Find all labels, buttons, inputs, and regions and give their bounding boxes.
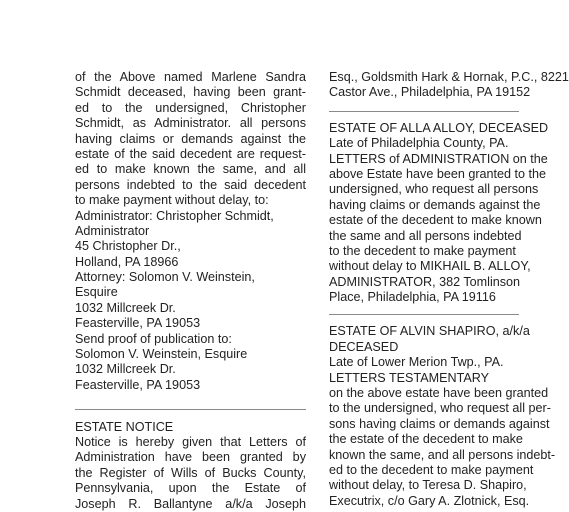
text-line: Administrator <box>75 223 150 238</box>
text-line: Feasterville, PA 19053 <box>75 377 201 392</box>
text-line: having claims or demands against the <box>329 197 541 212</box>
text-line: ed to the undersigned, Christopher <box>75 100 306 115</box>
notice-marlene-schmidt <box>75 70 306 393</box>
text-line: LETTERS TESTAMENTARY <box>329 370 490 385</box>
notice-heading: ESTATE NOTICE <box>75 419 174 434</box>
text-line: 1032 Millcreek Dr. <box>75 300 176 315</box>
notice-alvin-shapiro <box>329 324 556 509</box>
notice-alla-alloy <box>329 120 549 306</box>
text-line: ed to make known the same, and all <box>75 162 306 177</box>
text-line: DECEASED <box>329 339 399 354</box>
text-line: Castor Ave., Philadelphia, PA 19152 <box>329 85 531 100</box>
text-line: Late of Lower Merion Twp., PA. <box>329 355 504 370</box>
text-line: persons indebted to the said decedent <box>75 177 306 192</box>
text-line: known the same, and all persons indebt- <box>329 447 556 462</box>
text-line: Esq., Goldsmith Hark & Hornak, P.C., 8221 <box>329 70 569 84</box>
text-line: estate of the said decedent are request- <box>75 146 306 161</box>
text-line: of the Above named Marlene Sandra <box>75 70 306 84</box>
right-column <box>329 70 569 509</box>
text-line: sons having claims or demands against <box>329 416 550 431</box>
text-line: LETTERS of ADMINISTRATION on the <box>329 151 548 166</box>
text-line: Pennsylvania, upon the Estate of <box>75 481 306 496</box>
text-line: to the undersigned, who request all per- <box>329 401 551 416</box>
text-line: Holland, PA 18966 <box>75 254 179 269</box>
text-line: Administrator: Christopher Schmidt, <box>75 208 274 223</box>
text-line: 1032 Millcreek Dr. <box>75 362 176 377</box>
text-line: undersigned, who request all persons <box>329 182 539 197</box>
left-column <box>75 70 306 512</box>
text-line: estate of the decedent to make known <box>329 213 542 228</box>
text-line: having claims or demands against the <box>75 131 306 146</box>
text-line: Schmidt, as Administrator. all persons <box>75 116 306 131</box>
text-line: Place, Philadelphia, PA 19116 <box>329 290 496 305</box>
text-line: Send proof of publication to: <box>75 331 232 346</box>
text-line: Feasterville, PA 19053 <box>75 316 201 331</box>
text-line: the same and all persons indebted <box>329 228 522 243</box>
notice-continued <box>329 70 569 101</box>
text-line: without delay to MIKHAIL B. ALLOY, <box>329 259 531 274</box>
text-line: ESTATE OF ALLA ALLOY, DECEASED <box>329 120 549 135</box>
text-line: the Register of Wills of Bucks County, <box>75 465 306 480</box>
text-line: on the above estate have been granted <box>329 386 549 401</box>
text-line: 45 Christopher Dr., <box>75 239 181 254</box>
text-line: ADMINISTRATOR, 382 Tomlinson <box>329 274 521 289</box>
text-line: Solomon V. Weinstein, Esquire <box>75 347 248 362</box>
text-line: the estate of the decedent to make <box>329 432 523 447</box>
text-line: Late of Philadelphia County, PA. <box>329 136 509 151</box>
text-line: above Estate have been granted to the <box>329 166 547 181</box>
text-line: Notice is hereby given that Letters of <box>75 434 306 449</box>
text-line: Executrix, c/o Gary A. Zlotnick, Esq. <box>329 493 530 508</box>
text-line: ESTATE OF ALVIN SHAPIRO, a/k/a <box>329 324 530 339</box>
text-line: ed to the decedent to make payment <box>329 462 534 477</box>
text-line: to make payment without delay, to: <box>75 193 269 208</box>
text-line: Esquire <box>75 285 118 300</box>
text-line: Administration have been granted by <box>75 450 306 465</box>
text-line: Attorney: Solomon V. Weinstein, <box>75 270 255 285</box>
text-line: to the decedent to make payment <box>329 243 516 258</box>
notice-joseph-ballantyne <box>75 435 306 512</box>
text-line: Joseph R. Ballantyne a/k/a Joseph <box>75 496 306 511</box>
text-line: without delay, to Teresa D. Shapiro, <box>329 478 527 493</box>
text-line: Schmidt deceased, having been grant- <box>75 85 306 100</box>
